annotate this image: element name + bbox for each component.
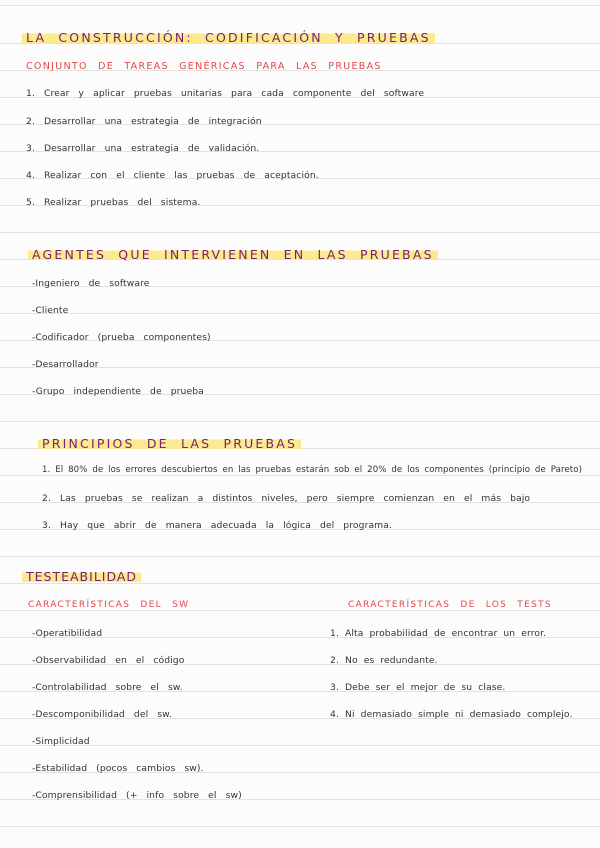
- list-item: 4. Ni demasiado simple ni demasiado complejo.: [330, 709, 573, 720]
- section-title-testeabilidad: TESTEABILIDAD: [22, 569, 141, 584]
- list-item: 3. Debe ser el mejor de su clase.: [330, 682, 506, 693]
- list-item: 5. Realizar pruebas del sistema.: [26, 197, 201, 208]
- section-title-principios: PRINCIPIOS DE LAS PRUEBAS: [38, 436, 301, 451]
- subtitle-caracteristicas-tests: CARACTERÍSTICAS DE LOS TESTS: [348, 600, 552, 610]
- list-item: 3. Desarrollar una estrategia de validación.: [26, 143, 260, 154]
- list-item: 4. Realizar con el cliente las pruebas de aceptación.: [26, 170, 319, 181]
- list-item: -Simplicidad: [32, 736, 90, 747]
- subtitle-caracteristicas-sw: CARACTERÍSTICAS DEL SW: [28, 600, 190, 610]
- subtitle-tareas: CONJUNTO DE TAREAS GENÉRICAS PARA LAS PRUEBAS: [26, 61, 382, 72]
- list-item: -Grupo independiente de prueba: [32, 386, 204, 397]
- list-item: 2. No es redundante.: [330, 655, 438, 666]
- list-item: -Operatibilidad: [32, 628, 103, 639]
- list-item: -Descomponibilidad del sw.: [32, 709, 172, 720]
- list-item: -Cliente: [32, 305, 69, 316]
- list-item: -Controlabilidad sobre el sw.: [32, 682, 183, 693]
- list-item: -Observabilidad en el código: [32, 655, 185, 666]
- list-item: -Comprensibilidad (+ info sobre el sw): [32, 790, 242, 801]
- list-item: -Desarrollador: [32, 359, 99, 370]
- section-title-construccion: LA CONSTRUCCIÓN: CODIFICACIÓN Y PRUEBAS: [22, 30, 435, 45]
- list-item: -Codificador (prueba componentes): [32, 332, 211, 343]
- list-item: -Ingeniero de software: [32, 278, 150, 289]
- list-item: 1. Crear y aplicar pruebas unitarias para cada componente del software: [26, 88, 425, 99]
- list-item: 1. Alta probabilidad de encontrar un error.: [330, 628, 547, 639]
- list-item: 2. Desarrollar una estrategia de integración: [26, 116, 262, 127]
- list-item: 1. El 80% de los errores descubiertos en las pruebas estarán sob el 20% de los componentes (principio de Pareto): [42, 465, 583, 475]
- list-item: 2. Las pruebas se realizan a distintos niveles, pero siempre comienzan en el más bajo: [42, 493, 531, 504]
- list-item: 3. Hay que abrir de manera adecuada la lógica del programa.: [42, 520, 392, 531]
- section-title-agentes: AGENTES QUE INTERVIENEN EN LAS PRUEBAS: [28, 247, 438, 262]
- list-item: -Estabilidad (pocos cambios sw).: [32, 763, 204, 774]
